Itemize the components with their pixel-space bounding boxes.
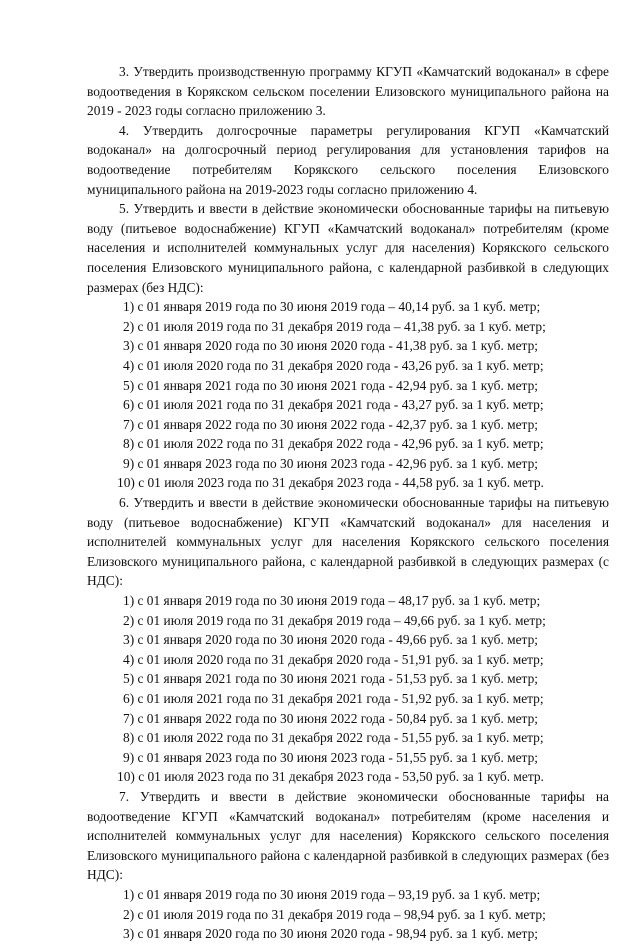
paragraph-6: 6. Утвердить и ввести в действие экономически обоснованные тарифы на питьевую воду (питьевое водоснабжение) КГУП «Камчатский водоканал» для населения и исполнителей коммунальных услуг для населения Корякского сельского поселения Елизовского муниципального района, с календарной разбивкой в следующих размерах (с НДС):	[87, 495, 609, 589]
tariff-list-5	[87, 297, 609, 493]
list-item: 3) с 01 января 2020 года по 30 июня 2020 года - 98,94 руб. за 1 куб. метр;	[123, 926, 538, 942]
list-item: 8) с 01 июля 2022 года по 31 декабря 2022 года - 42,96 руб. за 1 куб. метр;	[123, 436, 544, 452]
list-item: 5) с 01 января 2021 года по 30 июня 2021 года - 51,53 руб. за 1 куб. метр;	[123, 671, 538, 687]
list-item: 6) с 01 июля 2021 года по 31 декабря 2021 года - 43,27 руб. за 1 куб. метр;	[123, 397, 544, 413]
list-item: 1) с 01 января 2019 года по 30 июня 2019 года – 48,17 руб. за 1 куб. метр;	[123, 593, 541, 609]
paragraph-5: 5. Утвердить и ввести в действие экономически обоснованные тарифы на питьевую воду (питьевое водоснабжение) КГУП «Камчатский водоканал» потребителям (кроме населения и исполнителей коммунальных услуг для населения) Корякского сельского поселения Елизовского муниципального района, с календарной разбивкой в следующих размерах (без НДС):	[87, 201, 609, 295]
list-item: 9) с 01 января 2023 года по 30 июня 2023 года - 42,96 руб. за 1 куб. метр;	[123, 455, 538, 471]
list-item: 5) с 01 января 2021 года по 30 июня 2021 года - 42,94 руб. за 1 куб. метр;	[123, 377, 538, 393]
tariff-list-7	[87, 885, 609, 944]
list-item: 7) с 01 января 2022 года по 30 июня 2022 года - 42,37 руб. за 1 куб. метр;	[123, 416, 538, 432]
list-item: 2) с 01 июля 2019 года по 31 декабря 2019 года – 41,38 руб. за 1 куб. метр;	[123, 318, 546, 334]
list-item: 6) с 01 июля 2021 года по 31 декабря 2021 года - 51,92 руб. за 1 куб. метр;	[123, 691, 544, 706]
list-item: 4) с 01 июля 2020 года по 31 декабря 2020 года - 51,91 руб. за 1 куб. метр;	[123, 651, 544, 667]
list-item: 1) с 01 января 2019 года по 30 июня 2019 года – 93,19 руб. за 1 куб. метр;	[123, 886, 541, 902]
list-item: 9) с 01 января 2023 года по 30 июня 2023 года - 51,55 руб. за 1 куб. метр;	[123, 749, 538, 765]
paragraph-7: 7. Утвердить и ввести в действие экономически обоснованные тарифы на водоотведение КГУП «Камчатский водоканал» потребителям (кроме населения и исполнителей коммунальных услуг для населения) Корякского сельского поселения Елизовского муниципального района с календарной разбивкой в следующих размерах (без НДС):	[87, 788, 609, 883]
list-item: 2) с 01 июля 2019 года по 31 декабря 2019 года – 49,66 руб. за 1 куб. метр;	[123, 612, 546, 628]
list-item: 10) с 01 июля 2023 года по 31 декабря 2023 года - 53,50 руб. за 1 куб. метр.	[117, 769, 544, 785]
list-item: 1) с 01 января 2019 года по 30 июня 2019 года – 40,14 руб. за 1 куб. метр;	[123, 299, 541, 315]
paragraph-4: 4. Утвердить долгосрочные параметры регулирования КГУП «Камчатский водоканал» на долгосрочный период регулирования для установления тарифов на водоотведение потребителям Корякского сельского поселения Елизовского муниципального района на 2019-2023 годы согласно приложению 4.	[87, 122, 609, 197]
list-item: 2) с 01 июля 2019 года по 31 декабря 2019 года – 98,94 руб. за 1 куб. метр;	[123, 906, 546, 922]
paragraph-3: 3. Утвердить производственную программу КГУП «Камчатский водоканал» в сфере водоотведения в Корякском сельском поселении Елизовского муниципального района на 2019 - 2023 годы согласно приложению 3.	[87, 64, 609, 119]
list-item: 3) с 01 января 2020 года по 30 июня 2020 года - 49,66 руб. за 1 куб. метр;	[123, 632, 538, 648]
tariff-list-6	[87, 591, 609, 787]
list-item: 10) с 01 июля 2023 года по 31 декабря 2023 года - 44,58 руб. за 1 куб. метр.	[117, 475, 544, 491]
list-item: 7) с 01 января 2022 года по 30 июня 2022 года - 50,84 руб. за 1 куб. метр;	[123, 710, 538, 726]
list-item: 4) с 01 июля 2020 года по 31 декабря 2020 года - 43,26 руб. за 1 куб. метр;	[123, 357, 544, 373]
list-item: 8) с 01 июля 2022 года по 31 декабря 2022 года - 51,55 руб. за 1 куб. метр;	[123, 730, 544, 746]
list-item: 3) с 01 января 2020 года по 30 июня 2020 года - 41,38 руб. за 1 куб. метр;	[123, 338, 538, 354]
